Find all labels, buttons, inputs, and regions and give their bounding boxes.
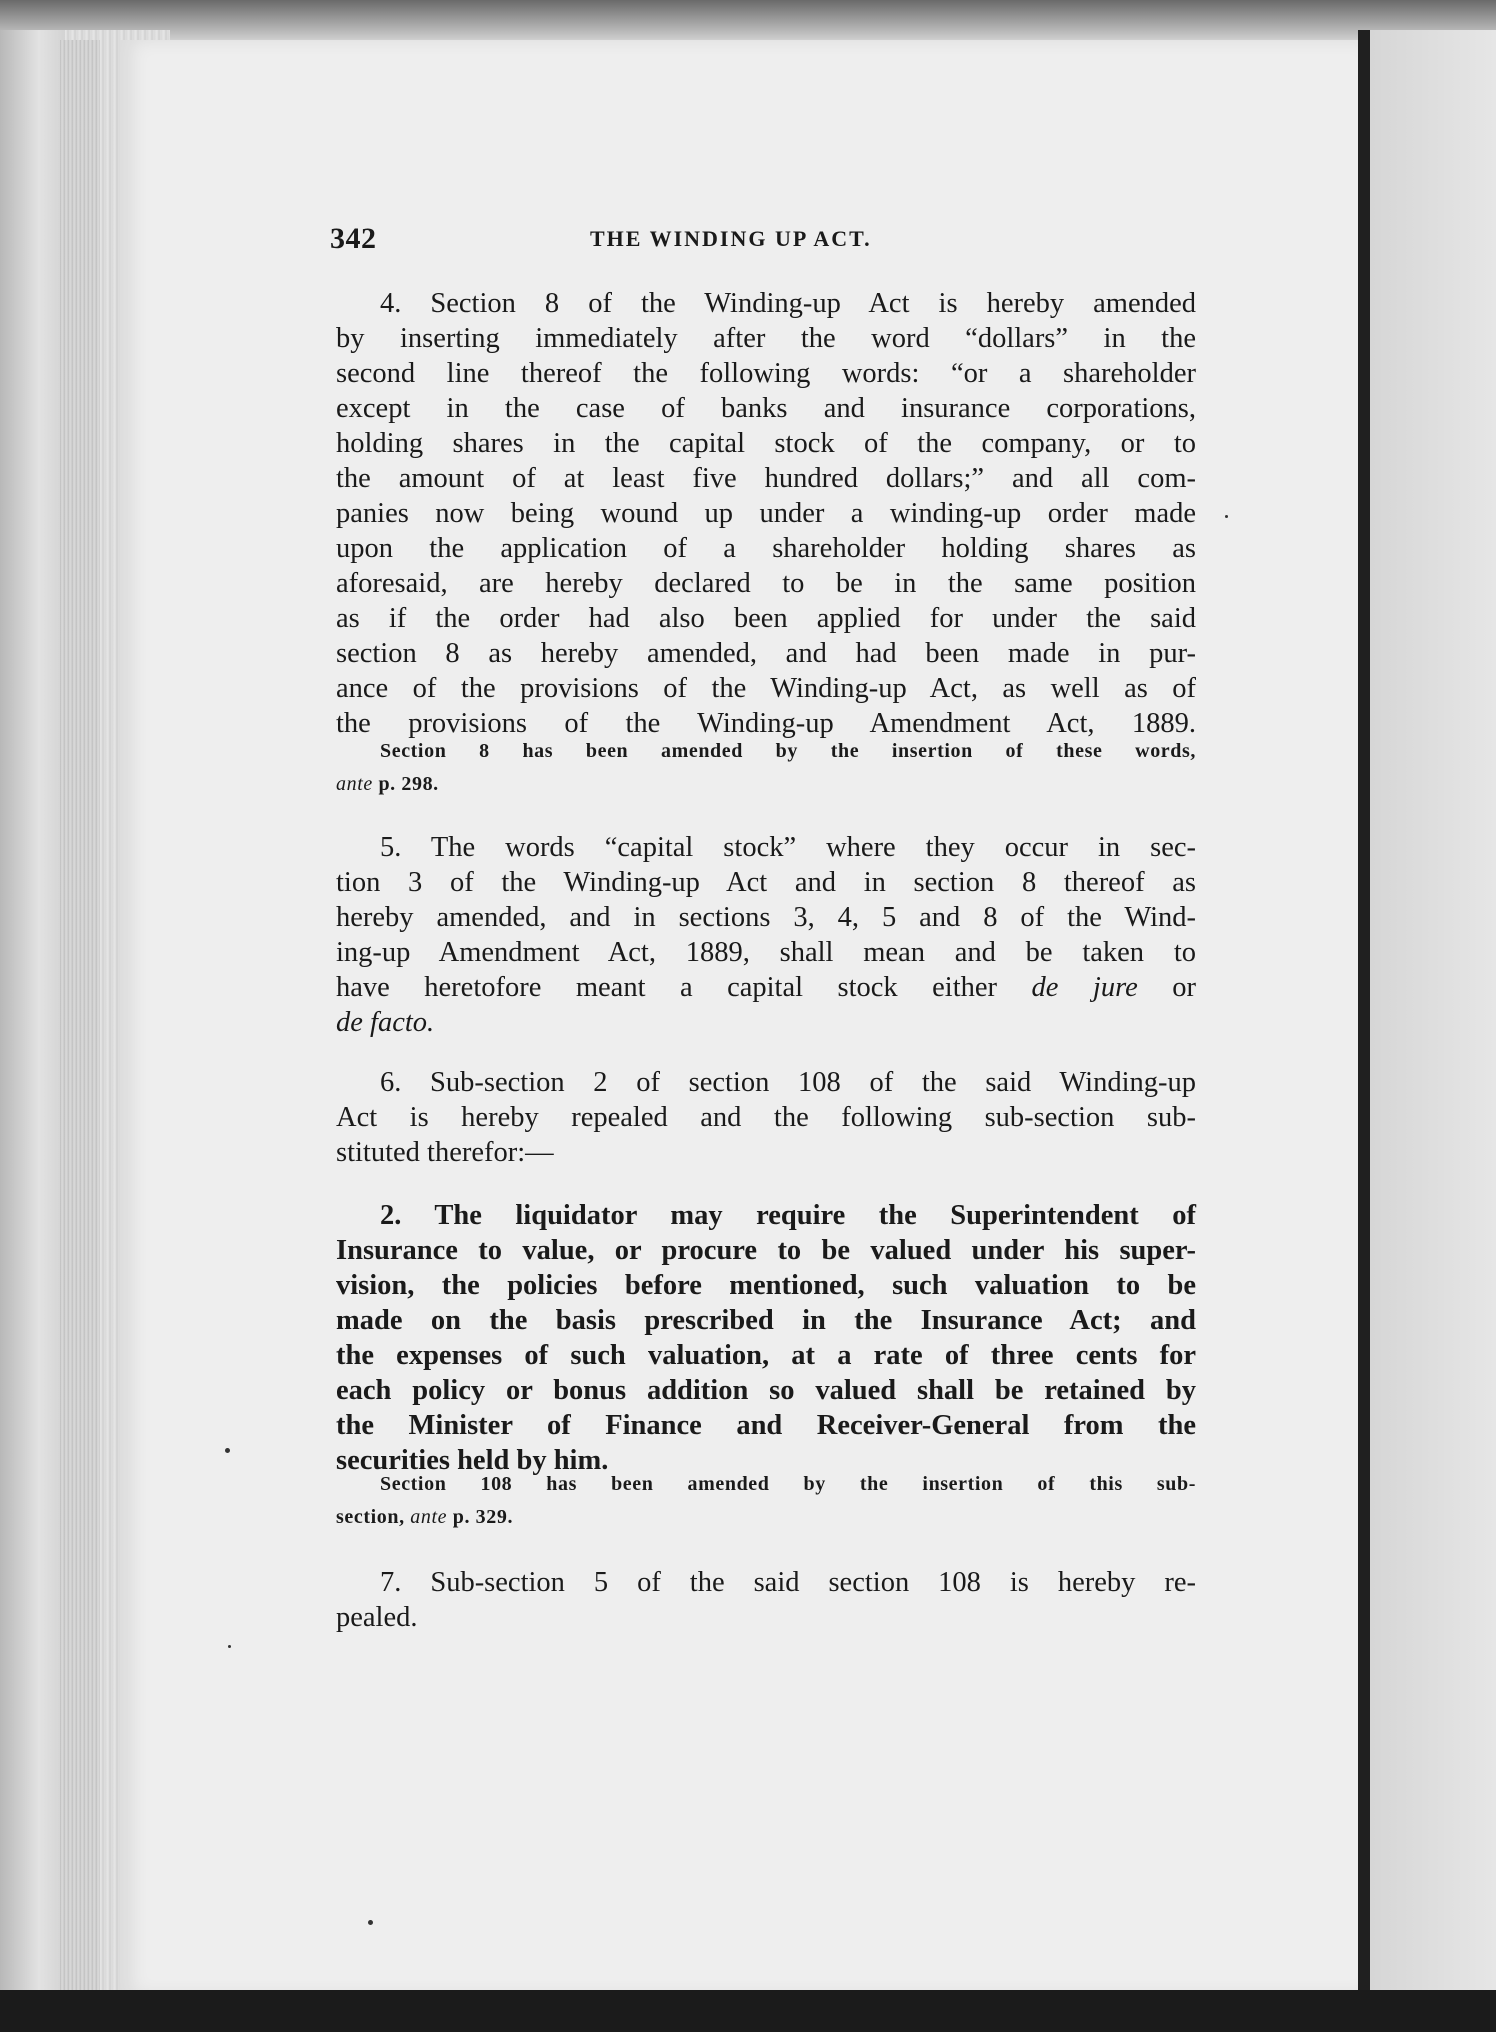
paragraph-line: 4. Section 8 of the Winding-up Act is hereby amended (380, 288, 1196, 319)
paragraph-line: holding shares in the capital stock of the company, or to (336, 428, 1196, 459)
note-page-ref: p. 298. (372, 773, 439, 795)
paragraph-line: 7. Sub-section 5 of the said section 108 is hereby re- (380, 1567, 1196, 1598)
note-text: section, (336, 1506, 411, 1528)
paragraph-line: ance of the provisions of the Winding-up Act, as well as of (336, 673, 1196, 704)
paragraph-line: each policy or bonus addition so valued shall be retained by (336, 1375, 1196, 1406)
de-jure-italic: de jure (1031, 972, 1138, 1003)
paragraph-line: section 8 as hereby amended, and had been made in pur- (336, 638, 1196, 669)
paragraph-text: have heretofore meant a capital stock either (336, 972, 1032, 1003)
editorial-note-1 (336, 735, 1196, 801)
left-page-edge (0, 30, 65, 2020)
paragraph-6 (336, 1065, 1196, 1170)
editorial-note-2 (336, 1468, 1196, 1534)
ink-speck (1225, 515, 1228, 518)
running-head: THE WINDING UP ACT. (590, 226, 872, 251)
ante-italic: ante (336, 773, 373, 795)
paragraph-line: panies now being wound up under a winding-up order made (336, 498, 1196, 529)
paragraph-line: Act is hereby repealed and the following sub-section sub- (336, 1102, 1196, 1133)
paragraph-line: the amount of at least five hundred dollars;” and all com- (336, 463, 1196, 494)
paragraph-line: made on the basis prescribed in the Insurance Act; and (336, 1305, 1196, 1336)
ink-speck (228, 1645, 231, 1648)
sub-section-2 (336, 1198, 1196, 1478)
paragraph-line: pealed. (336, 1602, 418, 1633)
paragraph-line: tion 3 of the Winding-up Act and in section 8 thereof as (336, 867, 1196, 898)
note-line: Section 108 has been amended by the insertion of this sub- (380, 1473, 1196, 1495)
paragraph-line: the provisions of the Winding-up Amendment Act, 1889. (336, 708, 1196, 739)
page-number: 342 (330, 222, 377, 255)
paragraph-7 (336, 1565, 1196, 1635)
paragraph-line: as if the order had also been applied for under the said (336, 603, 1196, 634)
paragraph-line: second line thereof the following words: “or a shareholder (336, 358, 1196, 389)
facing-page-edge (1370, 30, 1496, 2020)
paragraph-line: hereby amended, and in sections 3, 4, 5 and 8 of the Wind- (336, 902, 1196, 933)
note-page-ref: p. 329. (447, 1506, 514, 1528)
paragraph-line: securities held by him. (336, 1445, 609, 1476)
paragraph-line: stituted therefor:— (336, 1137, 554, 1168)
note-line (336, 768, 1196, 801)
ink-speck (225, 1448, 230, 1453)
paragraph-line: by inserting immediately after the word “dollars” in the (336, 323, 1196, 354)
page-stack-edge (60, 40, 100, 2000)
paragraph-line: aforesaid, are hereby declared to be in the same position (336, 568, 1196, 599)
paragraph-line: vision, the policies before mentioned, such valuation to be (336, 1270, 1196, 1301)
paragraph-line (336, 970, 1196, 1005)
gutter-shadow (1358, 30, 1370, 2030)
paragraph-line: the Minister of Finance and Receiver-General from the (336, 1410, 1196, 1441)
paragraph-text: or (1137, 972, 1196, 1003)
paragraph-line (336, 1005, 1196, 1040)
top-shadow (0, 0, 1496, 40)
paragraph-4 (336, 286, 1196, 741)
paragraph-line: the expenses of such valuation, at a rate of three cents for (336, 1340, 1196, 1371)
bottom-shadow (0, 1990, 1496, 2032)
note-line: Section 8 has been amended by the insertion of these words, (380, 740, 1196, 762)
paragraph-line: Insurance to value, or procure to be valued under his super- (336, 1235, 1196, 1266)
paragraph-line: 2. The liquidator may require the Superintendent of (380, 1200, 1196, 1231)
ink-speck (368, 1920, 373, 1925)
ante-italic: ante (410, 1506, 448, 1528)
paragraph-line: 6. Sub-section 2 of section 108 of the said Winding-up (380, 1067, 1196, 1098)
paragraph-line: 5. The words “capital stock” where they occur in sec- (380, 832, 1196, 863)
paragraph-line: except in the case of banks and insurance corporations, (336, 393, 1196, 424)
note-line (336, 1501, 1196, 1534)
paragraph-line: ing-up Amendment Act, 1889, shall mean and be taken to (336, 937, 1196, 968)
page-header (330, 222, 1196, 262)
paragraph-line: upon the application of a shareholder holding shares as (336, 533, 1196, 564)
paragraph-5 (336, 830, 1196, 1040)
de-facto-italic: de facto. (336, 1007, 435, 1038)
